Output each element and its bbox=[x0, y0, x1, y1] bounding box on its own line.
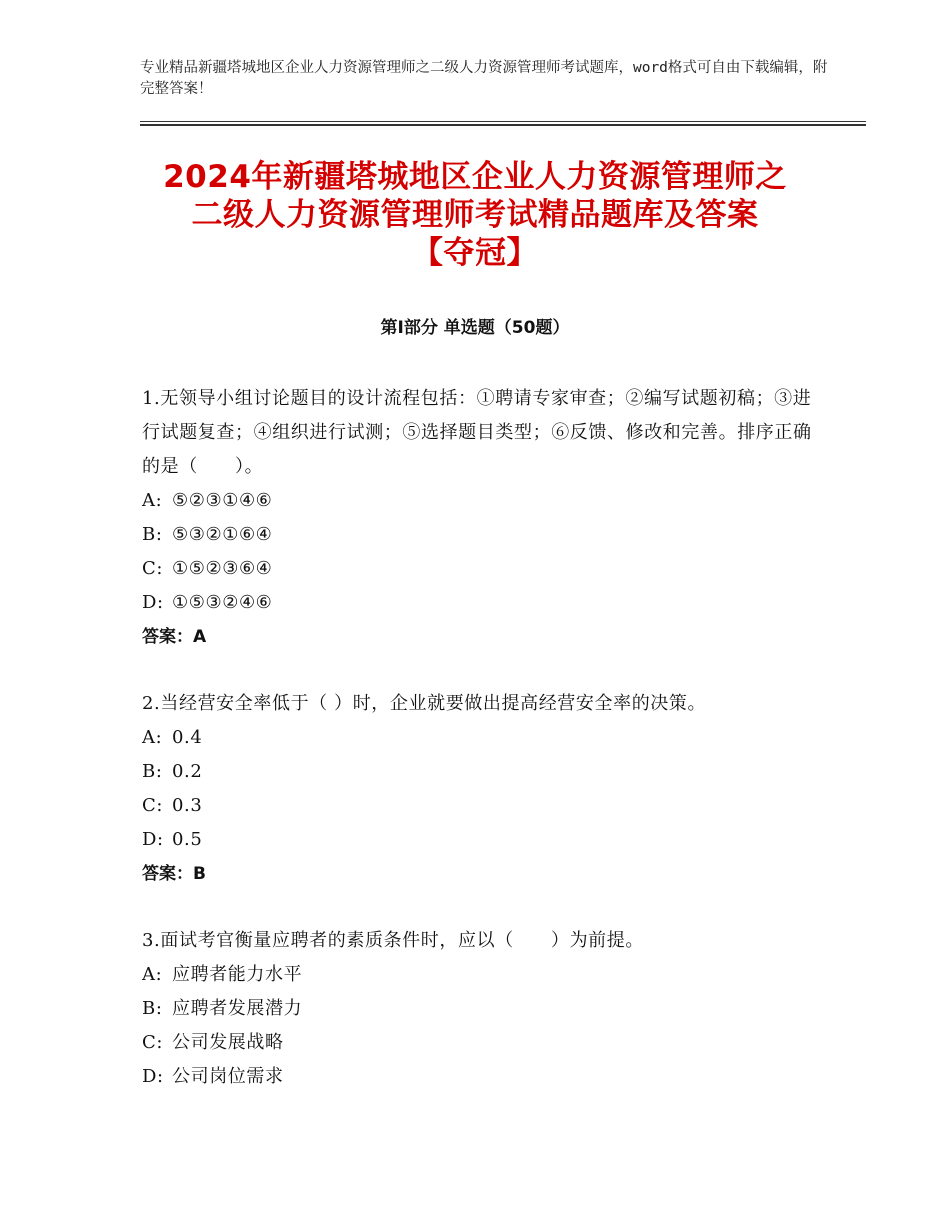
option-text: ①⑤③②④⑥ bbox=[172, 592, 273, 613]
section-heading: 第Ⅰ部分 单选题（50题） bbox=[380, 318, 570, 338]
option-text: ⑤③②①⑥④ bbox=[172, 524, 273, 545]
option-d bbox=[142, 586, 812, 620]
question-2 bbox=[142, 687, 812, 891]
title-line-3: 【夺冠】 bbox=[412, 235, 538, 271]
option-text: 应聘者发展潜力 bbox=[172, 998, 303, 1019]
option-letter: C: bbox=[142, 558, 164, 579]
option-letter: A: bbox=[142, 490, 163, 511]
option-text: 0.5 bbox=[172, 829, 203, 850]
option-c bbox=[142, 789, 812, 823]
header-rule-thick bbox=[140, 124, 866, 126]
header-note: 专业精品新疆塔城地区企业人力资源管理师之二级人力资源管理师考试题库，word格式可自由下载编辑，附完整答案！ bbox=[140, 60, 828, 97]
option-text: 公司发展战略 bbox=[172, 1032, 284, 1053]
header-rule-thin bbox=[140, 121, 866, 122]
option-letter: B: bbox=[142, 998, 163, 1019]
question-stem: 3.面试考官衡量应聘者的素质条件时，应以（ ）为前提。 bbox=[142, 930, 644, 951]
option-text: ①⑤②③⑥④ bbox=[172, 558, 273, 579]
answer: 答案：A bbox=[142, 627, 207, 647]
option-letter: D: bbox=[142, 592, 164, 613]
option-letter: A: bbox=[142, 727, 163, 748]
option-letter: A: bbox=[142, 964, 163, 985]
question-stem: 2.当经营安全率低于（ ）时，企业就要做出提高经营安全率的决策。 bbox=[142, 693, 707, 714]
answer: 答案：B bbox=[142, 864, 206, 884]
title-line-1: 2024年新疆塔城地区企业人力资源管理师之 bbox=[163, 159, 787, 195]
option-a bbox=[142, 721, 812, 755]
option-b bbox=[142, 992, 812, 1026]
option-letter: C: bbox=[142, 795, 164, 816]
option-text: ⑤②③①④⑥ bbox=[172, 490, 273, 511]
option-c bbox=[142, 1026, 812, 1060]
option-letter: D: bbox=[142, 829, 164, 850]
title-line-2: 二级人力资源管理师考试精品题库及答案 bbox=[191, 197, 759, 233]
option-letter: B: bbox=[142, 761, 163, 782]
option-text: 0.3 bbox=[172, 795, 203, 816]
option-b bbox=[142, 755, 812, 789]
option-text: 0.2 bbox=[172, 761, 203, 782]
option-text: 应聘者能力水平 bbox=[172, 964, 303, 985]
question-stem: 1.无领导小组讨论题目的设计流程包括：①聘请专家审查；②编写试题初稿；③进行试题复查；④组织进行试测；⑤选择题目类型；⑥反馈、修改和完善。排序正确的是（ ）。 bbox=[142, 388, 812, 477]
question-list bbox=[142, 382, 812, 1127]
option-text: 0.4 bbox=[172, 727, 203, 748]
option-letter: C: bbox=[142, 1032, 164, 1053]
option-d bbox=[142, 1060, 812, 1094]
option-text: 公司岗位需求 bbox=[172, 1066, 284, 1087]
option-a bbox=[142, 484, 812, 518]
option-c bbox=[142, 552, 812, 586]
option-letter: D: bbox=[142, 1066, 164, 1087]
option-letter: B: bbox=[142, 524, 163, 545]
question-3 bbox=[142, 924, 812, 1094]
option-d bbox=[142, 823, 812, 857]
option-a bbox=[142, 958, 812, 992]
document-title bbox=[100, 158, 850, 272]
option-b bbox=[142, 518, 812, 552]
question-1 bbox=[142, 382, 812, 654]
